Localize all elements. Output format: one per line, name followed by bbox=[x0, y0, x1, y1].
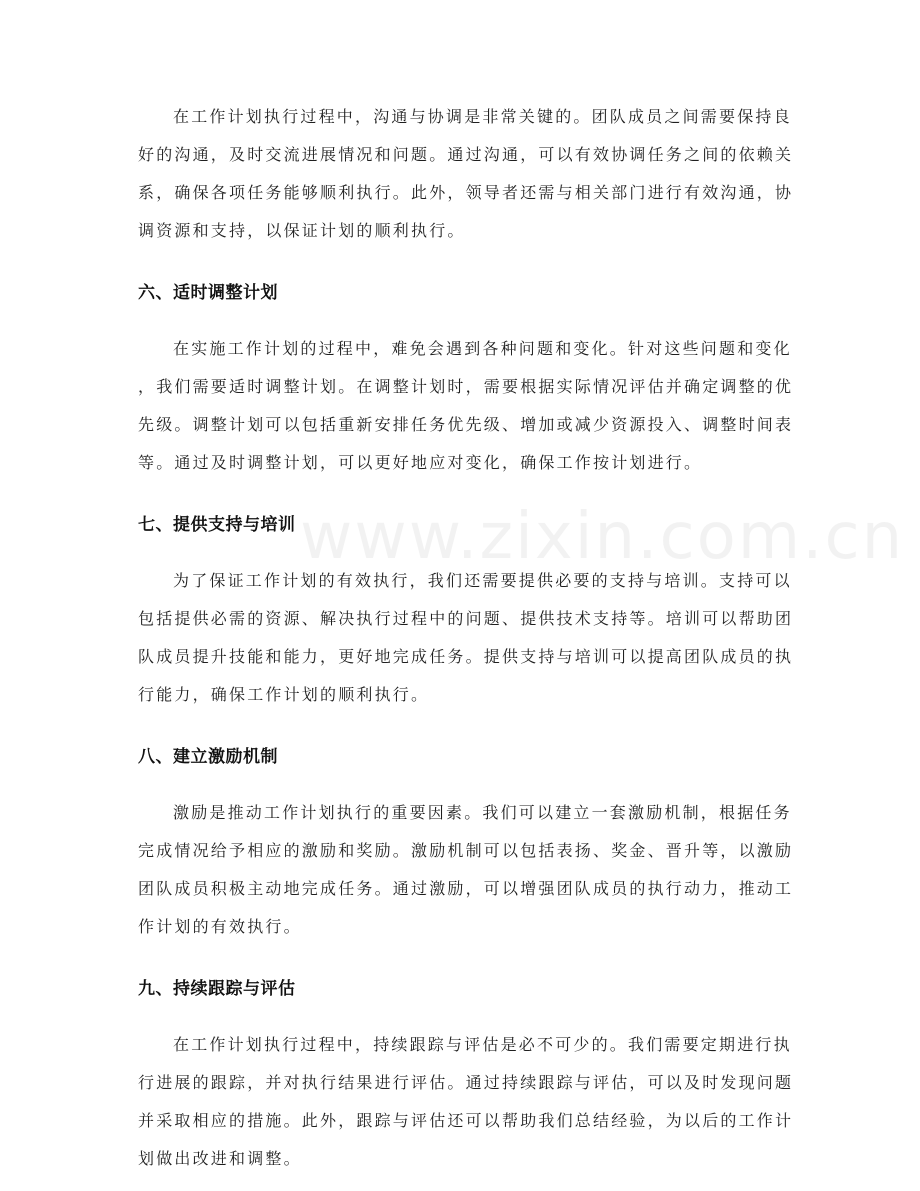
paragraph-line: 先级。调整计划可以包括重新安排任务优先级、增加或减少资源投入、调整时间表 bbox=[138, 415, 794, 434]
paragraph-line: 在工作计划执行过程中，沟通与协调是非常关键的。团队成员之间需要保持良 bbox=[173, 107, 792, 126]
paragraph-line: 团队成员积极主动地完成任务。通过激励，可以增强团队成员的执行动力，推动工 bbox=[138, 879, 794, 898]
paragraph-line: 为了保证工作计划的有效执行，我们还需要提供必要的支持与培训。支持可以 bbox=[173, 571, 792, 590]
section-heading-adjust-plan: 六、适时调整计划 bbox=[138, 283, 278, 303]
paragraph-line: 在工作计划执行过程中，持续跟踪与评估是必不可少的。我们需要定期进行执 bbox=[173, 1035, 792, 1054]
section-heading-incentive: 八、建立激励机制 bbox=[138, 747, 278, 767]
paragraph-communication bbox=[138, 98, 794, 250]
paragraph-adjust-plan bbox=[138, 330, 794, 482]
paragraph-line: 激励是推动工作计划执行的重要因素。我们可以建立一套激励机制，根据任务 bbox=[173, 803, 792, 822]
paragraph-line: 行进展的跟踪，并对执行结果进行评估。通过持续跟踪与评估，可以及时发现问题 bbox=[138, 1073, 794, 1092]
paragraph-line: 好的沟通，及时交流进展情况和问题。通过沟通，可以有效协调任务之间的依赖关 bbox=[138, 145, 794, 164]
watermark-text: www.zixin.com.cn bbox=[300, 500, 905, 574]
paragraph-tracking bbox=[138, 1026, 794, 1178]
paragraph-line: 包括提供必需的资源、解决执行过程中的问题、提供技术支持等。培训可以帮助团 bbox=[138, 609, 794, 628]
section-heading-tracking: 九、持续跟踪与评估 bbox=[138, 979, 296, 999]
section-heading-support-training: 七、提供支持与培训 bbox=[138, 515, 296, 535]
paragraph-incentive bbox=[138, 794, 794, 946]
paragraph-support-training bbox=[138, 562, 794, 714]
paragraph-line: 队成员提升技能和能力，更好地完成任务。提供支持与培训可以提高团队成员的执 bbox=[138, 647, 794, 666]
paragraph-line: 并采取相应的措施。此外，跟踪与评估还可以帮助我们总结经验，为以后的工作计 bbox=[138, 1111, 794, 1130]
paragraph-line: 系，确保各项任务能够顺利执行。此外，领导者还需与相关部门进行有效沟通，协 bbox=[138, 183, 794, 202]
document-body bbox=[138, 98, 905, 1178]
paragraph-line: 调资源和支持，以保证计划的顺利执行。 bbox=[138, 221, 466, 240]
paragraph-line: 完成情况给予相应的激励和奖励。激励机制可以包括表扬、奖金、晋升等，以激励 bbox=[138, 841, 794, 860]
paragraph-line: 划做出改进和调整。 bbox=[138, 1149, 302, 1168]
paragraph-line: 行能力，确保工作计划的顺利执行。 bbox=[138, 685, 430, 704]
paragraph-line: 作计划的有效执行。 bbox=[138, 917, 302, 936]
paragraph-line: 等。通过及时调整计划，可以更好地应对变化，确保工作按计划进行。 bbox=[138, 453, 703, 472]
paragraph-line: 在实施工作计划的过程中，难免会遇到各种问题和变化。针对这些问题和变化 bbox=[173, 339, 792, 358]
paragraph-line: ，我们需要适时调整计划。在调整计划时，需要根据实际情况评估并确定调整的优 bbox=[138, 377, 794, 396]
